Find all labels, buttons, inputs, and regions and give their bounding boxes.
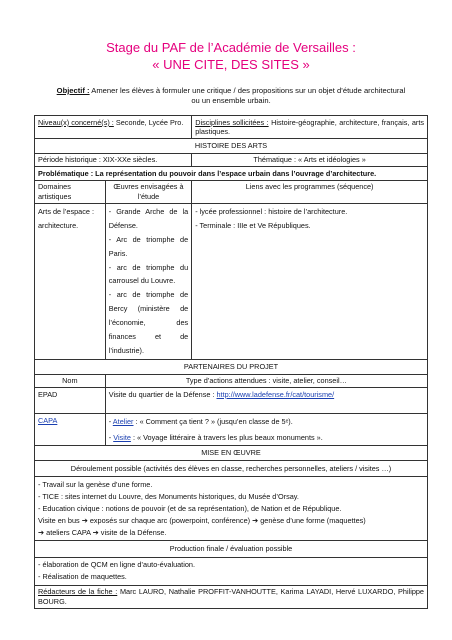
problematique-cell bbox=[35, 167, 428, 180]
capa-row bbox=[35, 414, 428, 446]
col-oeuvres-header: Œuvres envisagées à l’étude bbox=[105, 180, 191, 203]
problematique-text: La représentation du pouvoir dans l’espace urbain dans l’ouvrage d’architecture. bbox=[95, 168, 377, 178]
niveau-label: Niveau(x) concerné(s) : bbox=[38, 117, 114, 127]
epad-row bbox=[35, 388, 428, 414]
domaines-header-row bbox=[35, 180, 428, 203]
partenaires-heading-row bbox=[35, 360, 428, 374]
col-actions-header: Type d’actions attendues : visite, atelier, conseil… bbox=[105, 374, 427, 387]
deroulement-row bbox=[35, 460, 428, 476]
visite-text-2: exposés sur chaque arc (powerpoint, conférence) bbox=[87, 515, 251, 525]
arrow-icon: ➔ bbox=[92, 527, 99, 537]
production-item: - élaboration de QCM en ligne d’auto-évaluation. bbox=[38, 560, 195, 570]
capa-atelier-link[interactable]: Atelier bbox=[112, 417, 134, 427]
fiche-table bbox=[34, 115, 428, 608]
capa-name-cell bbox=[35, 414, 106, 446]
deroulement-item: - Education civique : notions de pouvoir (et de sa représentation), de Nation et de République. bbox=[38, 503, 342, 513]
capa-actions bbox=[105, 414, 427, 446]
col-domaines-header: Domaines artistiques bbox=[35, 180, 106, 203]
objectif-text: Amener les élèves à formuler une critique / des propositions sur un objet d’étude architectural ou un ensemble urbain. bbox=[91, 85, 406, 106]
visite-line bbox=[38, 515, 424, 527]
production-heading: Production finale / évaluation possible bbox=[35, 541, 428, 557]
arrow-icon: ➔ bbox=[81, 515, 88, 525]
objectif-paragraph bbox=[34, 86, 428, 107]
periode-cell: Période historique : XIX-XXe siècles. bbox=[35, 153, 192, 166]
capa-visite-line: - Visite : « Voyage littéraire à travers les plus beaux monuments ». bbox=[108, 432, 323, 442]
visite-text-1: Visite en bus bbox=[38, 515, 82, 525]
visite-text-5: visite de la Défense. bbox=[98, 527, 167, 537]
objectif-label: Objectif : bbox=[56, 85, 90, 95]
capa-visite-text: : « Voyage littéraire à travers les plus beaux monuments ». bbox=[130, 432, 323, 442]
title-line-1: Stage du PAF de l’Académie de Versailles : bbox=[106, 40, 356, 55]
col-nom-header: Nom bbox=[35, 374, 106, 387]
problematique-label: Problématique : bbox=[38, 168, 94, 178]
oeuvre-item: - Arc de triomphe de Paris. bbox=[108, 234, 189, 258]
production-item: - Réalisation de maquettes. bbox=[38, 572, 127, 582]
col-liens-header: Liens avec les programmes (séquence) bbox=[192, 180, 428, 203]
niveau-row bbox=[35, 116, 428, 139]
deroulement-cell: Déroulement possible (activités des élèves en classe, recherches personnelles, ateliers / visites …) bbox=[35, 460, 428, 476]
lien-item: - lycée professionnel : histoire de l’architecture. bbox=[195, 207, 348, 217]
epad-name: EPAD bbox=[35, 388, 106, 414]
title-line-2: « UNE CITE, DES SITES » bbox=[152, 56, 310, 72]
visite-line-2 bbox=[38, 527, 424, 539]
domaines-line-2: architecture. bbox=[38, 221, 79, 231]
domaines-line-1: Arts de l’espace : bbox=[38, 207, 94, 217]
domaines-cell bbox=[35, 203, 106, 359]
arrow-icon: ➔ bbox=[38, 527, 45, 537]
periode-row bbox=[35, 153, 428, 166]
disciplines-label: Disciplines sollicitées : bbox=[195, 117, 269, 127]
mise-en-oeuvre-heading: MISE EN ŒUVRE bbox=[35, 446, 428, 460]
lien-item: - Terminale : IIIe et Ve Républiques. bbox=[195, 221, 311, 231]
niveau-value: Seconde, Lycée Pro. bbox=[115, 117, 184, 127]
deroulement-item: - Travail sur la genèse d’une forme. bbox=[38, 479, 153, 489]
production-content bbox=[35, 557, 428, 585]
deroulement-item: - TICE : sites internet du Louvre, des Monuments historiques, du Musée d’Orsay. bbox=[38, 491, 299, 501]
histoire-arts-heading-row bbox=[35, 139, 428, 153]
thematique-cell: Thématique : « Arts et idéologies » bbox=[192, 153, 428, 166]
redacteurs-label: Rédacteurs de la fiche : bbox=[38, 587, 118, 597]
partenaires-heading: PARTENAIRES DU PROJET bbox=[35, 360, 428, 374]
niveau-cell bbox=[35, 116, 192, 139]
oeuvre-item: - arc de triomphe de Bercy (ministère de l’économie, des finances et de l’industrie). bbox=[108, 290, 189, 355]
oeuvres-cell bbox=[105, 203, 191, 359]
disciplines-cell bbox=[192, 116, 428, 139]
disciplines-value: Histoire-géographie, architecture, français, arts plastiques. bbox=[195, 117, 424, 137]
production-heading-row bbox=[35, 541, 428, 557]
redacteurs-row bbox=[35, 585, 428, 608]
mise-en-oeuvre-heading-row bbox=[35, 446, 428, 460]
epad-link[interactable]: http://www.ladefense.fr/cat/tourisme/ bbox=[216, 389, 335, 399]
deroulement-content bbox=[35, 477, 428, 541]
oeuvre-item: - Grande Arche de la Défense. bbox=[108, 207, 189, 231]
liens-cell bbox=[192, 203, 428, 359]
epad-text: Visite du quartier de la Défense : bbox=[108, 389, 217, 399]
oeuvre-item: - arc de triomphe du carrousel du Louvre. bbox=[108, 262, 189, 286]
arrow-icon: ➔ bbox=[252, 515, 259, 525]
capa-atelier-line: - Atelier : « Comment ça tient ? » (jusqu’en classe de 5ᵉ). bbox=[108, 417, 293, 427]
production-content-row bbox=[35, 557, 428, 585]
visite-text-4: ateliers CAPA bbox=[44, 527, 93, 537]
capa-atelier-text: : « Comment ça tient ? » (jusqu’en classe de 5ᵉ). bbox=[133, 417, 293, 427]
visite-text-3: genèse d’une forme (maquettes) bbox=[258, 515, 366, 525]
histoire-arts-heading: HISTOIRE DES ARTS bbox=[35, 139, 428, 153]
epad-actions bbox=[105, 388, 427, 414]
capa-name[interactable]: CAPA bbox=[38, 415, 58, 425]
problematique-row bbox=[35, 167, 428, 180]
document-title bbox=[34, 40, 428, 74]
partenaires-header-row bbox=[35, 374, 428, 387]
capa-visite-link[interactable]: Visite bbox=[113, 432, 131, 442]
domaines-content-row bbox=[35, 203, 428, 359]
redacteurs-cell bbox=[35, 585, 428, 608]
deroulement-content-row bbox=[35, 477, 428, 541]
redacteurs-value: Marc LAURO, Nathalie PROFFIT-VANHOUTTE, Karima LAYADI, Hervé LUXARDO, Philippe BOURG. bbox=[38, 587, 424, 606]
